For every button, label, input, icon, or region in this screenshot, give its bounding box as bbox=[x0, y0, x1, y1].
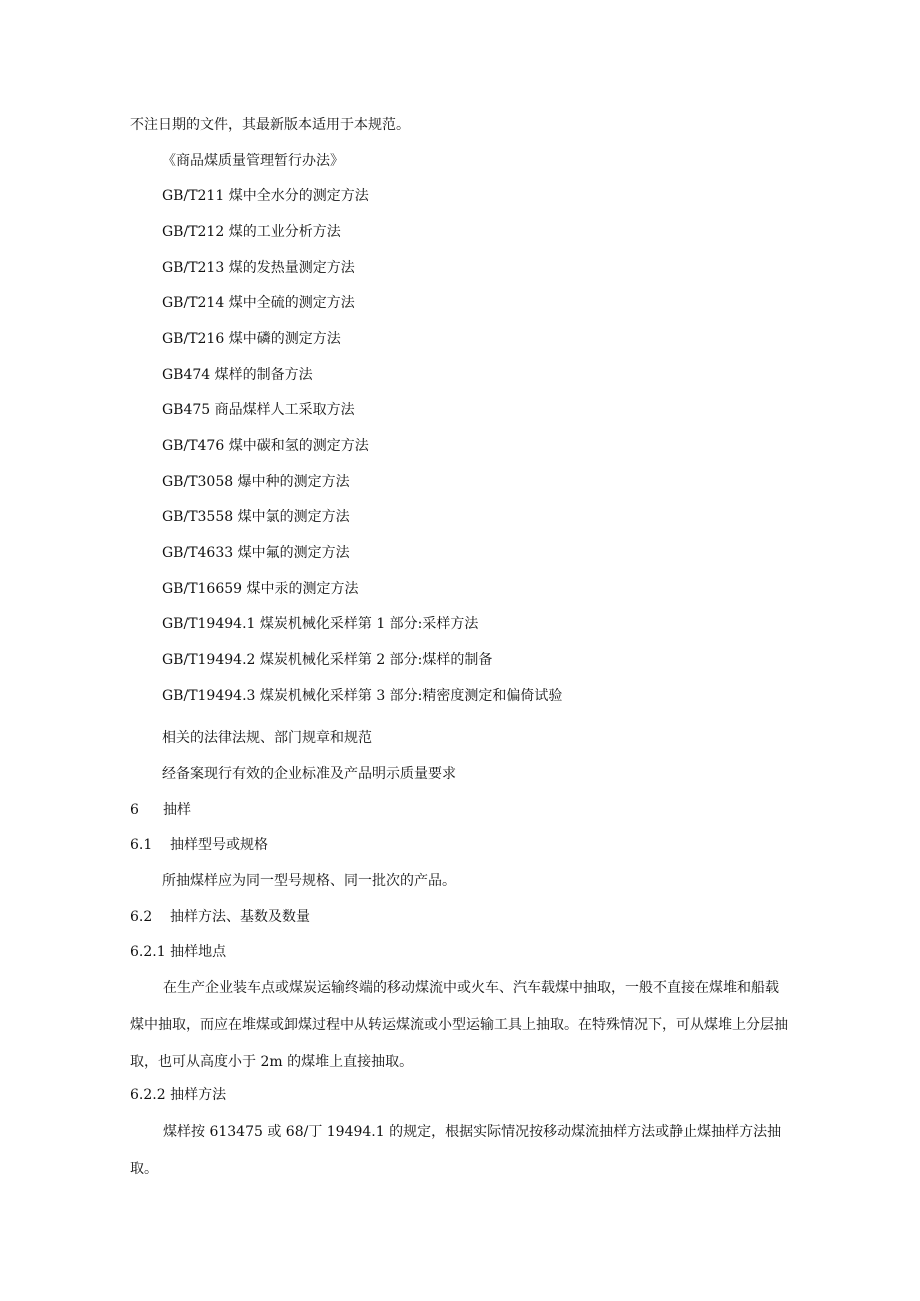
section-heading-6-2-1: 6.2.1 抽样地点 bbox=[130, 944, 227, 960]
reference-item: GB/T3558 煤中氯的测定方法 bbox=[162, 509, 350, 525]
section-number: 6 bbox=[130, 802, 139, 818]
extra-reference: 相关的法律法规、部门规章和规范 bbox=[162, 730, 372, 746]
reference-item: GB/T19494.3 煤炭机械化采样第 3 部分:精密度测定和偏倚试验 bbox=[162, 688, 563, 704]
reference-item: GB/T211 煤中全水分的测定方法 bbox=[162, 188, 369, 204]
section-heading-6-1 bbox=[130, 835, 268, 855]
section-heading-6-2 bbox=[130, 907, 310, 927]
reference-item: GB/T213 煤的发热量测定方法 bbox=[162, 260, 355, 276]
section-title: 抽样型号或规格 bbox=[170, 837, 268, 853]
reference-item: GB/T212 煤的工业分析方法 bbox=[162, 224, 341, 240]
extra-reference: 经备案现行有效的企业标准及产品明示质量要求 bbox=[162, 766, 456, 782]
reference-item: GB/T214 煤中全硫的测定方法 bbox=[162, 295, 355, 311]
reference-item: GB474 煤样的制备方法 bbox=[162, 367, 313, 383]
section-heading-6 bbox=[130, 800, 191, 820]
section-number: 6.1 bbox=[130, 837, 153, 853]
reference-item: GB/T19494.2 煤炭机械化采样第 2 部分:煤样的制备 bbox=[162, 652, 493, 668]
section-6-1-text: 所抽煤样应为同一型号规格、同一批次的产品。 bbox=[162, 873, 456, 889]
reference-item: GB/T216 煤中磷的测定方法 bbox=[162, 331, 341, 347]
reference-item: GB/T16659 煤中汞的测定方法 bbox=[162, 581, 359, 597]
reference-item: GB475 商品煤样人工采取方法 bbox=[162, 402, 355, 418]
section-heading-6-2-2: 6.2.2 抽样方法 bbox=[130, 1087, 227, 1103]
reference-item: GB/T476 煤中碳和氢的测定方法 bbox=[162, 438, 369, 454]
reference-item: GB/T4633 煤中氟的测定方法 bbox=[162, 545, 350, 561]
reference-item: 《商品煤质量管理暂行办法》 bbox=[162, 153, 344, 169]
section-number: 6.2 bbox=[130, 909, 153, 925]
section-6-2-2-paragraph: 煤样按 613475 或 68/丁 19494.1 的规定，根据实际情况按移动煤流抽样方法或静止煤抽样方法抽取。 bbox=[130, 1124, 782, 1177]
reference-item: GB/T19494.1 煤炭机械化采样第 1 部分:采样方法 bbox=[162, 616, 479, 632]
section-6-2-1-paragraph: 在生产企业装车点或煤炭运输终端的移动煤流中或火车、汽车载煤中抽取，一般不直接在煤堆和船载煤中抽取，而应在堆煤或卸煤过程中从转运煤流或小型运输工具上抽取。在特殊情况下，可从煤堆上分层抽取，也可从高度小于 2m 的煤堆上直接抽取。 bbox=[130, 980, 788, 1070]
section-title: 抽样方法、基数及数量 bbox=[170, 909, 310, 925]
intro-line: 不注日期的文件，其最新版本适用于本规范。 bbox=[130, 117, 410, 133]
section-title: 抽样 bbox=[163, 802, 191, 818]
reference-item: GB/T3058 爆中种的测定方法 bbox=[162, 474, 350, 490]
